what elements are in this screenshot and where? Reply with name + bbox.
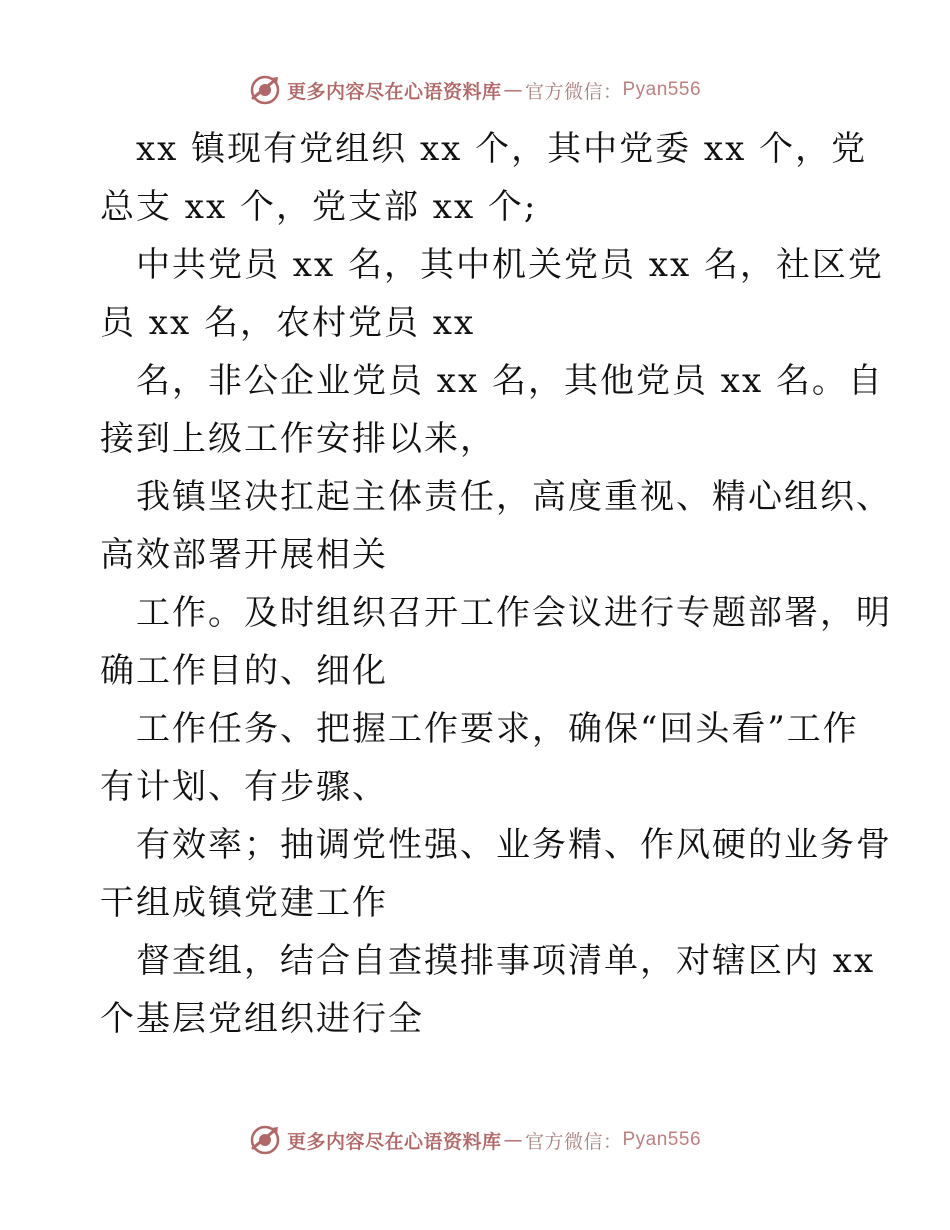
text-line: 有效率；抽调党性强、业务精、作风硬的业务骨 <box>136 825 892 865</box>
watermark-main-text: 更多内容尽在心语资料库 <box>286 80 502 103</box>
text-line: 督查组，结合自查摸排事项清单，对辖区内 xx <box>136 941 876 981</box>
header-watermark <box>0 70 950 110</box>
watermark-separator: — <box>503 1129 523 1151</box>
text-line: 总支 xx 个，党支部 xx 个; <box>100 187 538 227</box>
text-line: 工作任务、把握工作要求，确保“回头看”工作 <box>136 709 859 749</box>
watermark-separator: — <box>503 79 523 101</box>
text-line: 员 xx 名，农村党员 xx <box>100 303 476 343</box>
text-line: 名，非公企业党员 xx 名，其他党员 xx 名。自 <box>136 361 884 401</box>
document-body <box>100 120 892 1048</box>
text-line: 工作。及时组织召开工作会议进行专题部署，明 <box>136 593 892 633</box>
text-line: 接到上级工作安排以来， <box>100 419 496 459</box>
watermark-wechat-label: 官方微信： <box>524 80 623 103</box>
text-line: 中共党员 xx 名，其中机关党员 xx 名，社区党 <box>136 245 884 285</box>
text-line: 确工作目的、细化 <box>100 651 388 691</box>
logo-seal-icon <box>249 1124 281 1156</box>
watermark-wechat-id: Pyan556 <box>622 79 702 100</box>
text-line: 我镇坚决扛起主体责任，高度重视、精心组织、 <box>136 477 892 517</box>
footer-watermark <box>0 1120 950 1160</box>
text-line: xx 镇现有党组织 xx 个，其中党委 xx 个，党 <box>136 129 868 169</box>
text-line: 高效部署开展相关 <box>100 535 388 575</box>
logo-seal-icon <box>249 74 281 106</box>
watermark-main-text: 更多内容尽在心语资料库 <box>286 1130 502 1153</box>
text-line: 干组成镇党建工作 <box>100 883 388 923</box>
watermark-wechat-label: 官方微信： <box>524 1130 623 1153</box>
text-line: 个基层党组织进行全 <box>100 999 424 1039</box>
text-line: 有计划、有步骤、 <box>100 767 388 807</box>
watermark-wechat-id: Pyan556 <box>622 1129 702 1150</box>
